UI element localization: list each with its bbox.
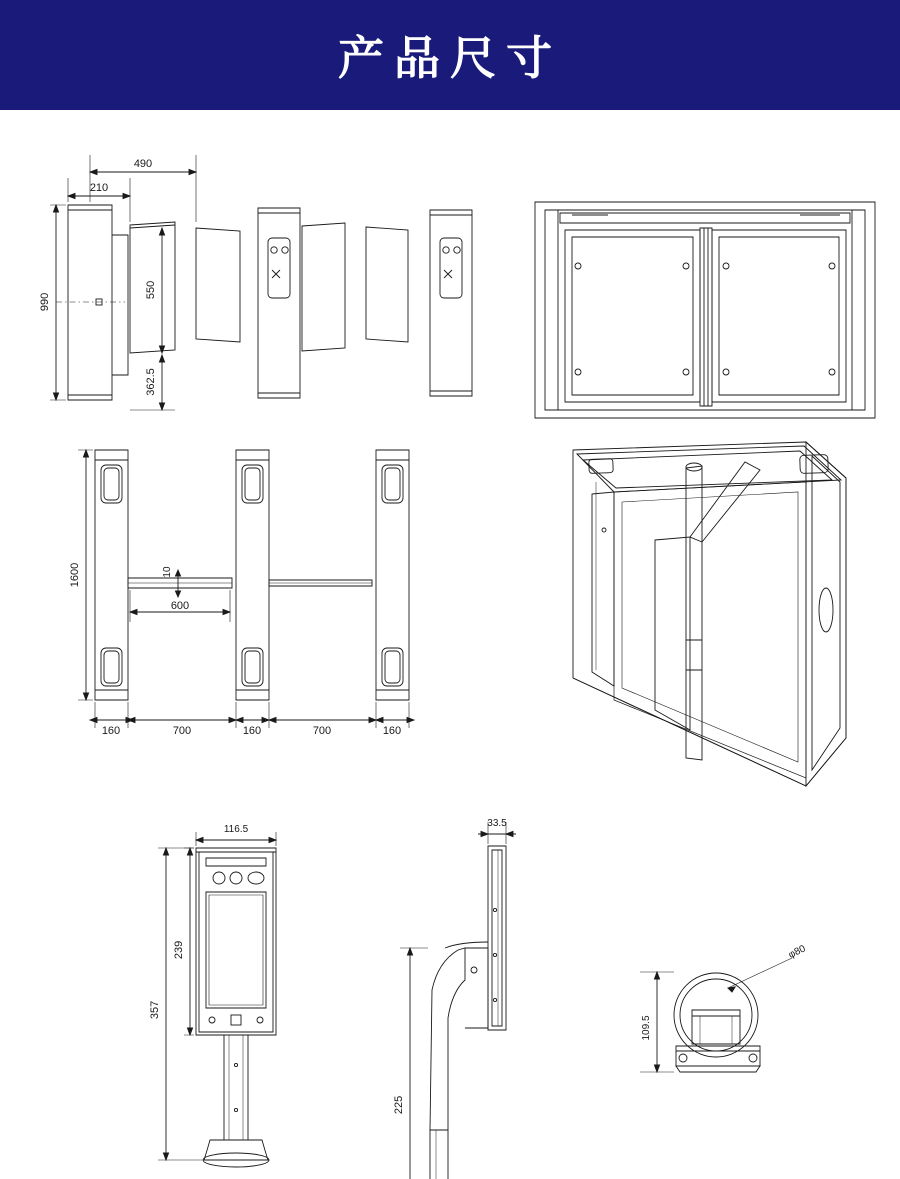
dim-label: 357 bbox=[149, 1000, 161, 1020]
dim-label: 160 bbox=[382, 725, 402, 737]
dim-label: 1600 bbox=[69, 562, 81, 588]
dim-label: φ80 bbox=[786, 943, 808, 961]
dim-label: 210 bbox=[89, 182, 109, 194]
dim-label: 160 bbox=[101, 725, 121, 737]
dim-label: 116.5 bbox=[223, 824, 249, 835]
drawing-canvas bbox=[0, 110, 900, 1179]
dim-label: 225 bbox=[393, 1095, 405, 1115]
dim-label: 33.5 bbox=[487, 818, 507, 829]
dim-label: 239 bbox=[173, 940, 185, 960]
dim-label: 700 bbox=[172, 725, 192, 737]
figure-card-reader bbox=[640, 958, 792, 1072]
dim-label: 490 bbox=[133, 158, 153, 170]
figure-lane-layout bbox=[78, 450, 414, 728]
dim-label: 160 bbox=[242, 725, 262, 737]
dim-label: 700 bbox=[312, 725, 332, 737]
page-header bbox=[0, 0, 900, 110]
figure-terminal-side bbox=[400, 822, 516, 1179]
figure-isometric-view bbox=[573, 442, 846, 786]
figure-terminal-front bbox=[158, 832, 276, 1167]
dim-label: 109.5 bbox=[641, 1015, 652, 1041]
figure-front-view bbox=[535, 202, 875, 418]
dim-label: 990 bbox=[39, 292, 51, 312]
dim-label: 600 bbox=[170, 600, 190, 612]
figure-top-view bbox=[50, 155, 472, 410]
dim-label: 10 bbox=[162, 566, 173, 578]
dim-label: 550 bbox=[145, 280, 157, 300]
dim-label: 362.5 bbox=[145, 368, 157, 396]
page-title: 产品尺寸 bbox=[338, 31, 562, 85]
